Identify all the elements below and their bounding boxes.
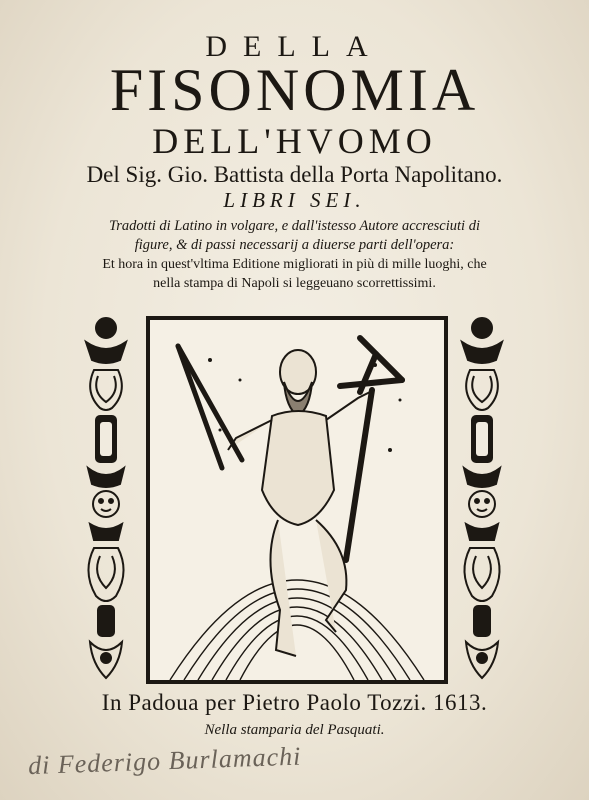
- woodcut-illustration: [146, 316, 448, 684]
- printer-line: Nella stamparia del Pasquati.: [204, 722, 385, 738]
- figure-with-compass-icon: [150, 320, 444, 680]
- description-line-3: Et hora in quest'vltima Editione migliorati in più di mille luoghi, che: [102, 257, 487, 272]
- description-line-1: Tradotti di Latino in volgare, e dall'istesso Autore accresciuti di: [109, 218, 480, 234]
- description-line-2: figure, & di passi necessarij a diuerse parti dell'opera:: [134, 237, 455, 253]
- grotesque-ornament-icon: [80, 312, 132, 684]
- left-ornament-pillar: [80, 312, 132, 684]
- imprint-line: In Padoua per Pietro Paolo Tozzi. 1613.: [101, 690, 488, 715]
- description-line-4: nella stampa di Napoli si leggeuano scorrettissimi.: [153, 276, 436, 291]
- books-line: LIBRI SEI.: [223, 188, 366, 212]
- author-line: Del Sig. Gio. Battista della Porta Napolitano.: [86, 162, 503, 187]
- handwritten-signature: di Federigo Burlamachi: [27, 741, 302, 781]
- right-ornament-pillar: [456, 312, 508, 684]
- title-line-huomo: DELL'HVOMO: [152, 121, 437, 161]
- title-line-fisonomia: FISONOMIA: [109, 57, 480, 123]
- grotesque-ornament-icon: [456, 312, 508, 684]
- title-line-della: DELLA: [205, 30, 384, 63]
